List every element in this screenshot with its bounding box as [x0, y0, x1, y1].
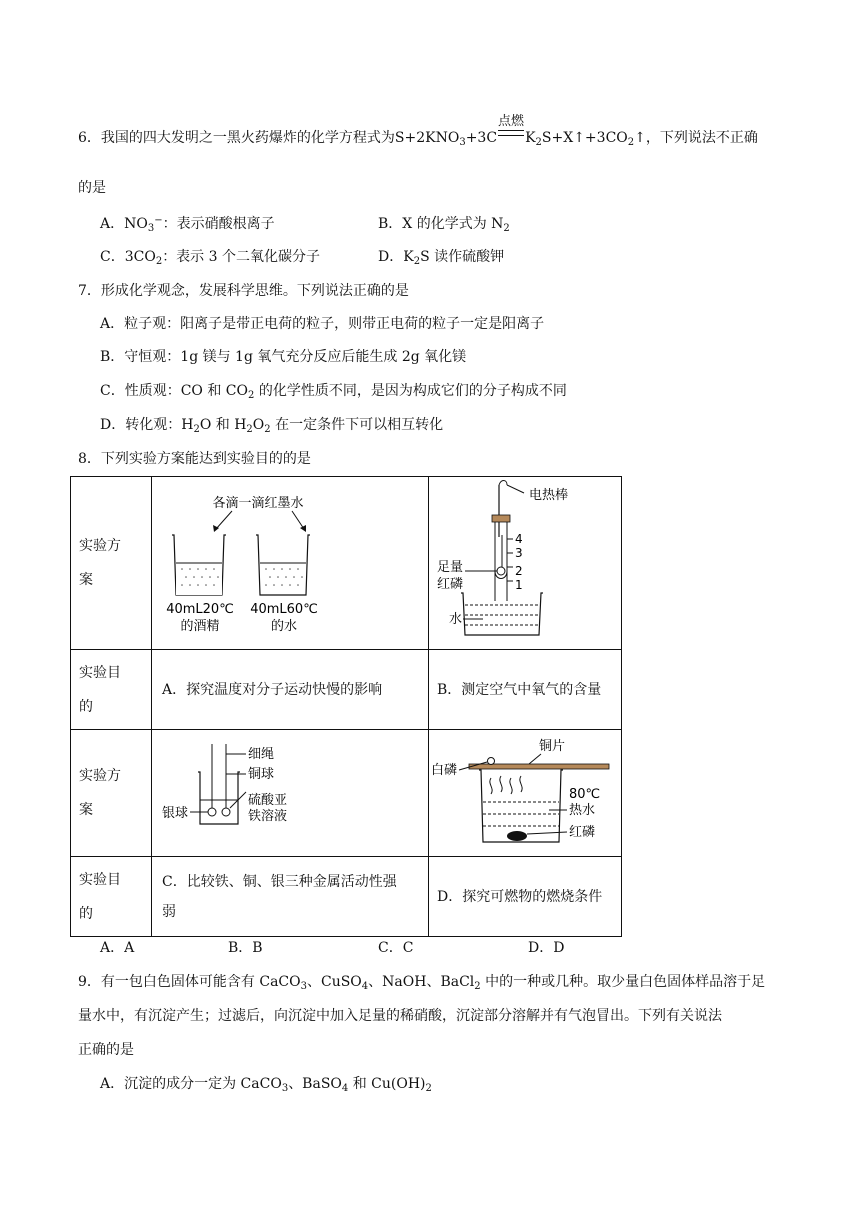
q8-stem: 8．下列实验方案能达到实验目的的是: [78, 451, 311, 467]
q8-answer-d: D．D: [528, 940, 565, 956]
q8-experiment-table: [70, 476, 622, 937]
q9-stem-line-2: 量水中，有沉淀产生；过滤后，向沉淀中加入足量的稀硝酸，沉淀部分溶解并有气泡冒出。下列有关说法: [78, 1008, 722, 1024]
q8-label-plan: 实验方 案: [71, 477, 152, 650]
q8-goal-a: A．探究温度对分子运动快慢的影响: [152, 650, 429, 730]
svg-text:40mL60℃: 40mL60℃: [250, 602, 318, 617]
q7-stem: 7．形成化学观念，发展科学思维。下列说法正确的是: [78, 283, 409, 299]
svg-text:电热棒: 电热棒: [529, 488, 569, 503]
q8-figure-c: [152, 730, 429, 857]
svg-text:40mL20℃: 40mL20℃: [166, 602, 234, 617]
svg-text:银球: 银球: [162, 806, 189, 821]
svg-text:硫酸亚: 硫酸亚: [248, 793, 288, 808]
svg-text:的水: 的水: [270, 619, 298, 634]
svg-text:铜球: 铜球: [248, 767, 275, 782]
oxygen-content-figure: [429, 477, 621, 645]
q6-eq-arrow: 点燃: [497, 128, 525, 148]
svg-text:80℃: 80℃: [569, 787, 601, 802]
q8-row-goal-2: [71, 857, 622, 937]
svg-text:各滴一滴红墨水: 各滴一滴红墨水: [212, 496, 304, 511]
q6-option-b: B．X 的化学式为 $N_2$: [378, 216, 510, 234]
combustion-condition-figure: [429, 730, 621, 852]
metal-activity-figure: [152, 730, 428, 852]
q8-goal-c: C．比较铁、铜、银三种金属活动性强 弱: [152, 857, 429, 937]
q7-option-a: A．粒子观：阳离子是带正电荷的粒子，则带正电荷的粒子一定是阳离子: [100, 316, 545, 332]
q6-stem-tail: ，下列说法不正确: [645, 130, 758, 146]
q8-figure-a: [152, 477, 429, 650]
q6-stem-text: 6．我国的四大发明之一黑火药爆炸的化学方程式为: [78, 130, 395, 146]
q8-answer-c: C．C: [378, 940, 414, 956]
svg-text:的酒精: 的酒精: [180, 619, 220, 634]
svg-text:足量: 足量: [437, 560, 464, 575]
q9-stem-line-3: 正确的是: [78, 1042, 134, 1058]
svg-text:水: 水: [449, 612, 463, 627]
q6-stem-cont: 的是: [78, 180, 106, 196]
q7-option-b: B．守恒观：1g 镁与 1g 氧气充分反应后能生成 2g 氧化镁: [100, 349, 467, 365]
q6-equation: $S+2KNO_3+3C$ 点燃 $K_2S+X↑+3CO_2↑$: [394, 114, 646, 148]
svg-text:4: 4: [515, 532, 523, 546]
q6-stem: [78, 114, 758, 148]
q8-answer-b: B．B: [228, 940, 263, 956]
q8-goal-b: B．测定空气中氧气的含量: [429, 650, 622, 730]
q8-label-plan-2: 实验方 案: [71, 730, 152, 857]
svg-text:1: 1: [515, 578, 523, 592]
svg-text:铜片: 铜片: [539, 739, 566, 754]
svg-text:3: 3: [515, 546, 523, 560]
svg-text:热水: 热水: [569, 803, 596, 818]
svg-text:2: 2: [515, 564, 523, 578]
q8-figure-d: [429, 730, 622, 857]
q8-label-goal: 实验目 的: [71, 650, 152, 730]
q8-row-goal-1: [71, 650, 622, 730]
svg-text:铁溶液: 铁溶液: [248, 809, 288, 824]
q8-label-goal-2: 实验目 的: [71, 857, 152, 937]
q8-answer-a: A．A: [100, 940, 135, 956]
svg-text:细绳: 细绳: [248, 747, 275, 762]
q8-figure-b: [429, 477, 622, 650]
svg-text:红磷: 红磷: [437, 577, 464, 592]
q8-row-plan-1: [71, 477, 622, 650]
q8-row-plan-2: [71, 730, 622, 857]
beakers-diffusion-figure: [152, 477, 428, 645]
q8-goal-d: D．探究可燃物的燃烧条件: [429, 857, 622, 937]
svg-text:白磷: 白磷: [431, 763, 458, 778]
svg-text:红磷: 红磷: [569, 825, 596, 840]
q9-stem-line-1: 9．有一包白色固体可能含有 CaCO$_3$、CuSO$_4$、NaOH、BaCl$_2$ 中的一种或几种。取少量白色固体样品溶于足: [78, 974, 766, 992]
q6-option-d: D．$K_2S$ 读作硫酸钾: [378, 249, 505, 267]
q6-option-c: C．$3CO_2$：表示 3 个二氧化碳分子: [100, 249, 320, 267]
q7-option-c: C．性质观：CO 和 $CO_2$ 的化学性质不同，是因为构成它们的分子构成不同: [100, 383, 567, 401]
q7-option-d: D．转化观：$H_2O$ 和 $H_2O_2$ 在一定条件下可以相互转化: [100, 417, 444, 435]
q9-option-a: A．沉淀的成分一定为 CaCO$_3$、BaSO$_4$ 和 $Cu(OH)_2$: [100, 1076, 432, 1094]
q6-option-a: A．$NO_3^-$：表示硝酸根离子: [100, 215, 275, 234]
